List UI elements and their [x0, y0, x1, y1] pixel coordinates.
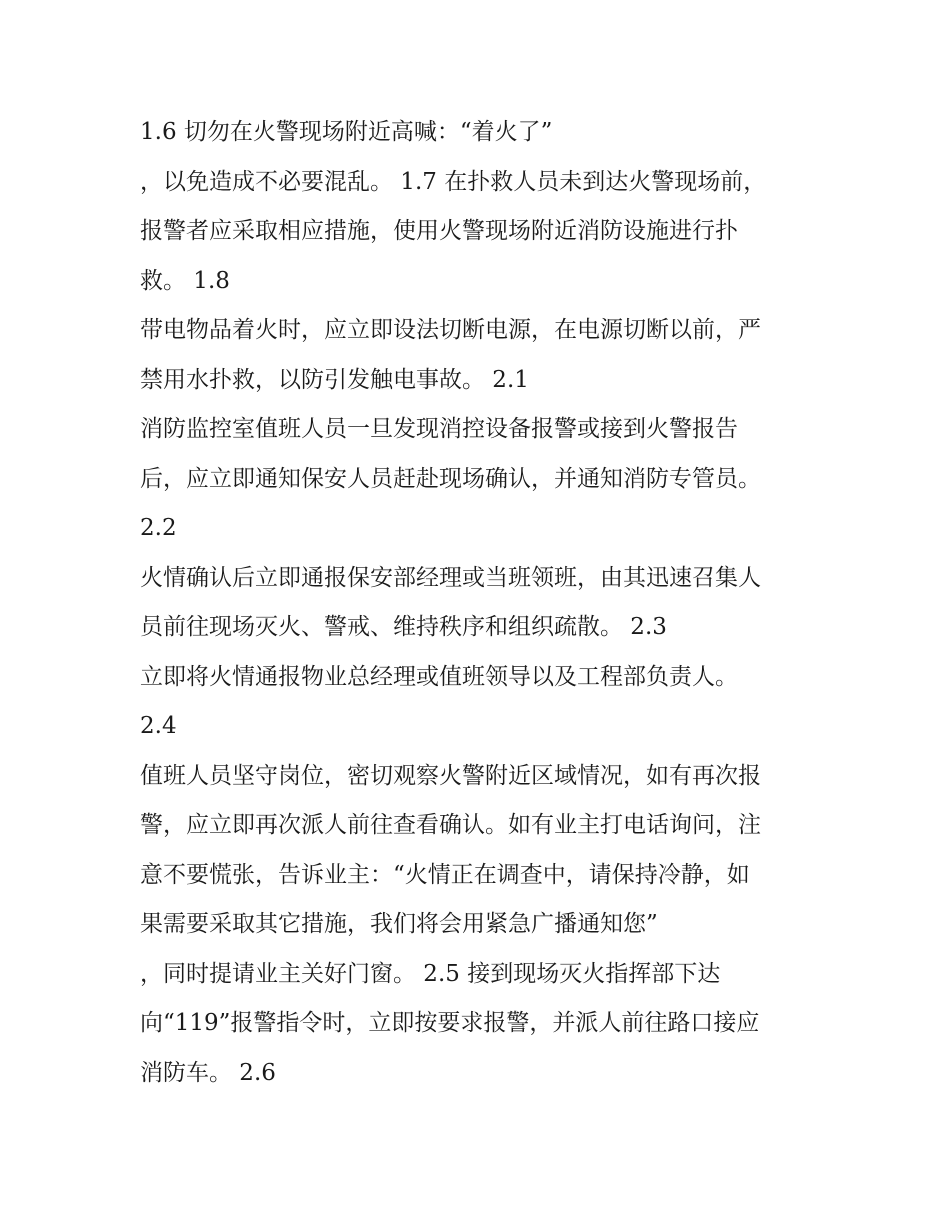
text-line: 值班人员坚守岗位，密切观察火警附近区域情况，如有再次报 — [140, 762, 761, 789]
text-line: 立即将火情通报物业总经理或值班领导以及工程部负责人。 — [140, 663, 738, 690]
text-line: 果需要采取其它措施，我们将会用紧急广播通知您” — [140, 911, 658, 937]
text-line: 消防车。 2.6 — [140, 1059, 276, 1086]
text-line: 2.4 — [140, 713, 177, 739]
text-line: 救。 1.8 — [140, 267, 230, 294]
text-line: 带电物品着火时，应立即设法切断电源，在电源切断以前，严 — [140, 317, 761, 343]
text-line: ，以免造成不必要混乱。 1.7 在扑救人员未到达火警现场前， — [140, 168, 767, 195]
text-line: 1.6 切勿在火警现场附近高喊：“着火了” — [140, 119, 553, 145]
text-line: 报警者应采取相应措施，使用火警现场附近消防设施进行扑 — [140, 218, 738, 244]
text-line: 后，应立即通知保安人员赶赴现场确认，并通知消防专管员。 — [140, 465, 761, 492]
text-line: ，同时提请业主关好门窗。 2.5 接到现场灭火指挥部下达 — [140, 960, 721, 987]
text-line: 向“119”报警指令时，立即按要求报警，并派人前往路口接应 — [140, 1010, 760, 1036]
document-page — [140, 108, 830, 1098]
text-line: 禁用水扑救，以防引发触电事故。 2.1 — [140, 366, 529, 393]
text-line: 消防监控室值班人员一旦发现消控设备报警或接到火警报告 — [140, 416, 738, 442]
text-line: 警，应立即再次派人前往查看确认。如有业主打电话询问，注 — [140, 812, 761, 838]
text-line: 火情确认后立即通报保安部经理或当班领班，由其迅速召集人 — [140, 564, 761, 591]
text-line: 意不要慌张，告诉业主：“火情正在调查中，请保持冷静，如 — [140, 861, 750, 888]
text-line: 员前往现场灭火、警戒、维持秩序和组织疏散。 2.3 — [140, 614, 667, 640]
text-line: 2.2 — [140, 515, 177, 541]
